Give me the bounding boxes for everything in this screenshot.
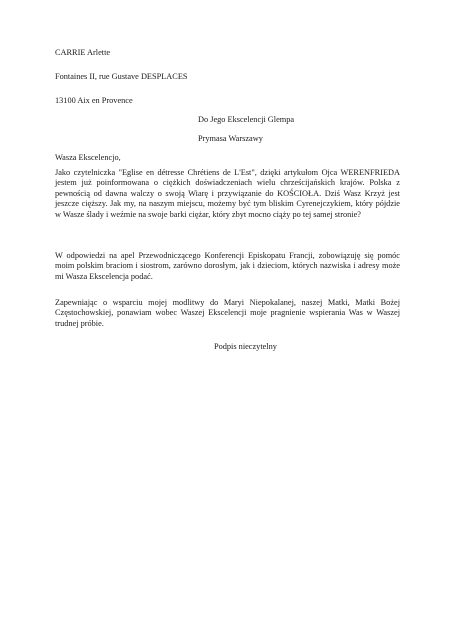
recipient-line-1: Do Jego Ekscelencji Glempa (198, 115, 295, 124)
salutation: Wasza Ekscelencjo, (55, 153, 121, 162)
signature-note: Podpis nieczytelny (214, 342, 277, 351)
sender-name: CARRIE Arlette (55, 48, 111, 57)
sender-city: 13100 Aix en Provence (55, 96, 133, 105)
sender-street: Fontaines II, rue Gustave DESPLACES (55, 72, 188, 81)
body-paragraph-2: W odpowiedzi na apel Przewodniczącego Konferencji Episkopatu Francji, zobowiązuję się pomóc moim polskim braciom i siostrom, zarówno dorosłym, jak i dzieciom, których nazwiska i adresy może mi Wasza Ekscelencja podać. (55, 251, 400, 281)
body-paragraph-3: Zapewniając o wsparciu mojej modlitwy do Maryi Niepokalanej, naszej Matki, Matki Bożej Częstochowskiej, ponawiam wobec Waszej Ekscelencji moje pragnienie wspierania Was w Waszej trudnej próbie. (55, 298, 400, 328)
recipient-line-2: Prymasa Warszawy (198, 134, 263, 143)
body-paragraph-1: Jako czytelniczka "Eglise en détresse Chrétiens de L'Est", dzięki artykułom Ojca WERENFRIEDA jestem już poinformowana o ciężkich doświadczeniach wielu chrześcijańskich krajów. Polska z pewnością od dawna walczy o swoją Wiarę i przywiązanie do KOŚCIOŁA. Dziś Wasz Krzyż jest jeszcze cięższy. Jak my, na naszym miejscu, możemy być tym bliskim Cyrenejczykiem, który pójdzie w Wasze ślady i weźmie na swoje barki ciężar, który zbyt mocno ciąży po tej samej stronie? (55, 168, 400, 219)
